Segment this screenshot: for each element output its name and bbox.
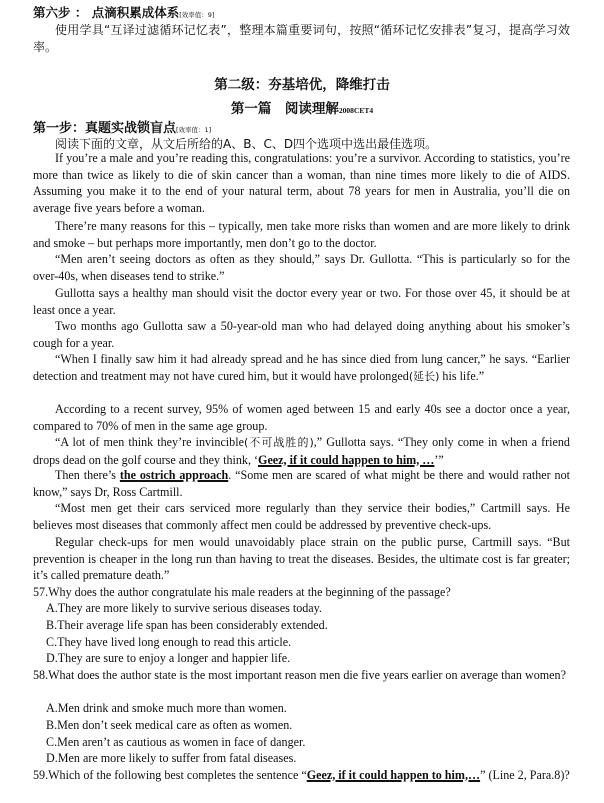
step6-text: 使用学具“互译过滤循环记忆表”，整理本篇重要词句，按照“循环记忆安排表”复习，提高学习效率。 (33, 23, 570, 54)
passage-paragraph-1: If you’re a male and you’re reading this, congratulations: you’re a survivor. According to statistics, you’re more than twice as likely to die of skin cancer than a woman, than nine times more likely to die of AIDS. Assuming you make it to the end of your natural term, about 78 years for men in Australia, you’ll die on average five years before a woman. (33, 151, 570, 215)
q58-option-a[interactable]: A.Men drink and smoke much more than women. (46, 701, 287, 715)
passage-paragraph-3: “Men aren’t seeing doctors as often as they should,” says Dr. Gullotta. “This is particularly so for the over-40s, when diseases tend to strike.” (33, 252, 570, 283)
p9-underlined-phrase: the ostrich approach (119, 468, 229, 482)
q58-option-d[interactable]: D.Men are more likely to suffer from fatal diseases. (46, 751, 297, 765)
p6-text-b: his life.” (439, 368, 485, 383)
passage-paragraph-7: According to a recent survey, 95% of women aged between 15 and early 40s see a doctor once a year, compared to 70% of men in the same age group. (33, 402, 570, 433)
p8-text-c: ’” (434, 452, 444, 467)
question-59-stem (33, 767, 570, 784)
step6-title: 第六步 ： 点滴积累成体系 (33, 5, 180, 20)
step6-heading (33, 3, 214, 21)
passage-paragraph-6 (33, 351, 570, 385)
passage-paragraph-2: There’re many reasons for this – typically, men take more risks than women and are more likely to drink and smoke – but perhaps more importantly, men don’t go to the doctor. (33, 219, 570, 250)
step1-rate: [效率值：1] (176, 126, 212, 134)
p8-underlined-phrase: Geez, if it could happen to him, … (258, 452, 435, 467)
q59-text-a: 59.Which of the following best completes the sentence “ (33, 768, 307, 782)
passage-paragraph-11: Regular check-ups for men would unavoidably place strain on the public purse, Cartmill says. “But prevention is cheaper in the long run than having to treat the diseases. Besides, the ultimate cost is far greater; it’s called premature death.” (33, 535, 570, 583)
p8-text-a: “A lot of men think they’re invincible (55, 435, 244, 449)
passage-paragraph-9 (33, 467, 570, 500)
passage-paragraph-4: Gullotta says a healthy man should visit the doctor every year or two. For those over 45, it should be at least once a year. (33, 286, 570, 317)
q59-underlined-phrase: Geez, if it could happen to him,… (306, 768, 481, 782)
q57-option-a[interactable]: A.They are more likely to survive serious diseases today. (46, 601, 322, 615)
level2-title: 第二级：夯基培优，降维打击 (214, 77, 390, 93)
p9-text-a: Then there’s (55, 468, 120, 482)
q57-option-c[interactable]: C.They have lived long enough to read this article. (46, 635, 292, 649)
p8-text-b: ,” Gullotta says. “They only come in when a friend drops dead on the golf course and they think, ‘ (33, 435, 570, 467)
q59-text-b: ” (Line 2, Para.8)? (480, 768, 570, 782)
question-58-stem: 58.What does the author state is the most important reason men die five years earlier on average than women? (33, 668, 566, 682)
q57-option-b[interactable]: B.Their average life span has been considerably extended. (46, 618, 328, 632)
p9-text-b: . “Some men are scared of what might be there and would rather not know,” says Dr, Ross Cartmill. (33, 468, 570, 499)
step6-rate: [效率值：9] (179, 11, 215, 19)
passage-paragraph-8 (33, 434, 570, 468)
p8-gloss: (不可战胜的) (243, 436, 314, 449)
question-57-stem: 57.Why does the author congratulate his male readers at the beginning of the passage? (33, 585, 451, 599)
q57-option-d[interactable]: D.They are sure to enjoy a longer and happier life. (46, 651, 291, 665)
p6-gloss: (延长) (408, 369, 440, 383)
passage-paragraph-5: Two months ago Gullotta saw a 50-year-old man who had delayed doing anything about his smoker’s cough for a year. (33, 319, 570, 350)
step1-instruction: 阅读下面的文章，从文后所给的A、B、C、D四个选项中选出最佳选项。 (55, 137, 438, 151)
article-title (0, 97, 604, 117)
article-source: 2008CET4 (338, 106, 374, 115)
article-title-text: 第一篇 阅读理解 (230, 101, 339, 117)
q58-option-c[interactable]: C.Men aren’t as cautious as women in face of danger. (46, 735, 306, 749)
step1-title: 第一步：真题实战锁盲点 (33, 121, 177, 136)
passage-paragraph-10: “Most men get their cars serviced more regularly than they service their bodies,” Cartmill says. He believes most diseases that commonly affect men could be addressed by preventive check-ups. (33, 501, 570, 532)
step1-heading (33, 117, 211, 136)
p6-text-a: “When I finally saw him it had already spread and he has since died from lung cancer,” he says. “Earlier detection and treatment may not have cured him, but it would have prolonged (33, 352, 570, 383)
q58-option-b[interactable]: B.Men don’t seek medical care as often as women. (46, 718, 293, 732)
